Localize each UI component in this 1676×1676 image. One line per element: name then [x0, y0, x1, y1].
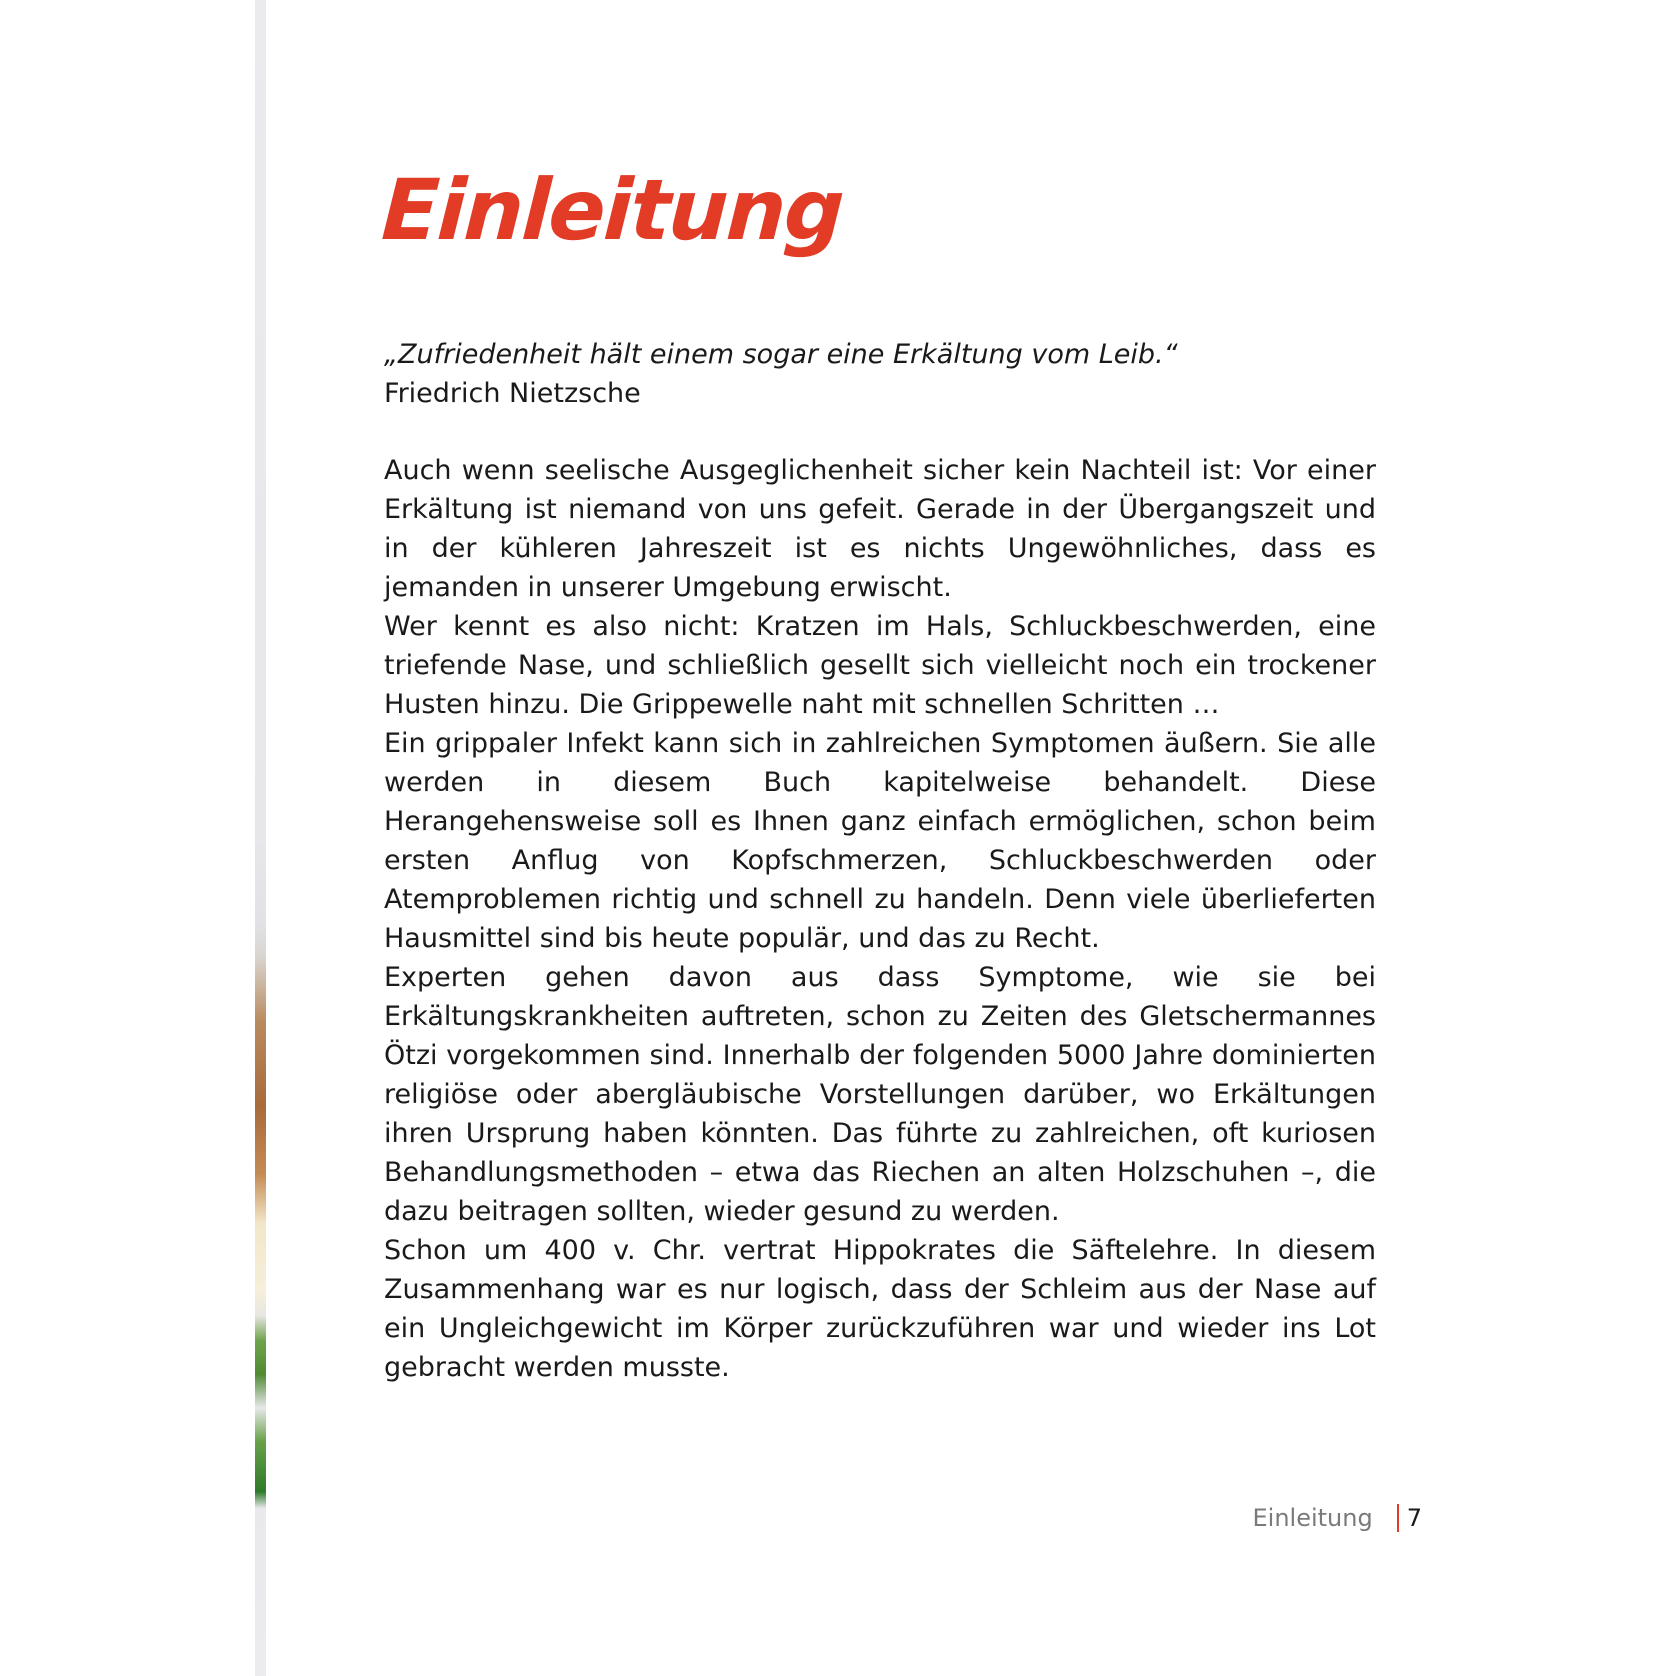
paragraph: Wer kennt es also nicht: Kratzen im Hals, Schluckbeschwerden, eine triefende Nase, und schließlich gesellt sich vielleicht noch ein trockener Husten hinzu. Die Grippewelle naht mit schnellen Schritten … — [384, 611, 1376, 720]
body-text — [384, 451, 1376, 1387]
epigraph-author: Friedrich Nietzsche — [384, 378, 641, 409]
page-title: Einleitung — [379, 161, 845, 259]
paragraph: Experten gehen davon aus dass Symptome, wie sie bei Erkältungskrankheiten auftreten, schon zu Zeiten des Gletschermannes Ötzi vorgekommen sind. Innerhalb der folgenden 5000 Jahre dominierten religiöse oder abergläubische Vorstellungen darüber, wo Erkältungen ihren Ursprung haben könnten. Das führte zu zahlreichen, oft kuriosen Behandlungsmethoden – etwa das Riechen an alten Holzschuhen –, die dazu beitragen sollten, wieder gesund zu werden. — [384, 962, 1376, 1227]
paragraph: Ein grippaler Infekt kann sich in zahlreichen Symptomen äußern. Sie alle werden in diesem Buch kapitelweise behandelt. Diese Herangehensweise soll es Ihnen ganz einfach ermöglichen, schon beim ersten Anflug von Kopfschmerzen, Schluckbeschwerden oder Atemproblemen richtig und schnell zu handeln. Denn viele überlieferten Hausmittel sind bis heute populär, und das zu Recht. — [384, 728, 1376, 954]
footer-divider — [1397, 1504, 1399, 1532]
epigraph-quote: „Zufriedenheit hält einem sogar eine Erkältung vom Leib.“ — [384, 339, 1178, 370]
epigraph — [384, 335, 1376, 413]
paragraph: Schon um 400 v. Chr. vertrat Hippokrates die Säftelehre. In diesem Zusammenhang war es nur logisch, dass der Schleim aus der Nase auf ein Ungleichgewicht im Körper zurückzuführen war und wieder ins Lot gebracht werden musste. — [384, 1235, 1376, 1383]
paragraph: Auch wenn seelische Ausgeglichenheit sicher kein Nachteil ist: Vor einer Erkältung ist niemand von uns gefeit. Gerade in der Übergangszeit und in der kühleren Jahreszeit ist es nichts Ungewöhnliches, dass es jemanden in unserer Umgebung erwischt. — [384, 455, 1376, 603]
page-edge-image-strip — [255, 0, 266, 1676]
page-footer — [1253, 1500, 1423, 1536]
page-number: 7 — [1406, 1504, 1422, 1532]
footer-section-title: Einleitung — [1252, 1504, 1373, 1532]
